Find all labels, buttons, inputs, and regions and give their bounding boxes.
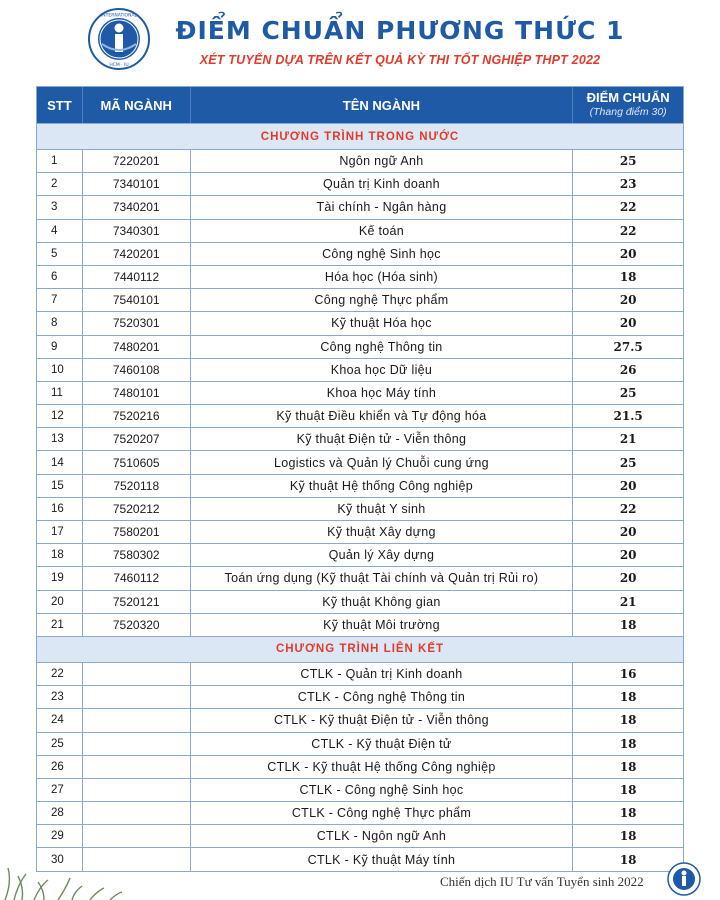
cell-stt: 2 bbox=[37, 173, 83, 195]
cell-code: 7340301 bbox=[83, 220, 191, 242]
cell-code: 7420201 bbox=[83, 243, 191, 265]
cell-score: 20 bbox=[619, 316, 637, 331]
cell-code: 7220201 bbox=[83, 150, 191, 172]
cell-code bbox=[83, 756, 191, 778]
table-row bbox=[37, 613, 683, 636]
cell-score: 18 bbox=[619, 617, 637, 632]
cell-name: Khoa học Máy tính bbox=[191, 382, 574, 404]
cell-score: 18 bbox=[619, 829, 637, 844]
table-row bbox=[37, 520, 683, 543]
cell-name: Hóa học (Hóa sinh) bbox=[191, 266, 574, 288]
cell-stt: 17 bbox=[37, 521, 83, 543]
cell-code bbox=[83, 686, 191, 708]
table-row bbox=[37, 450, 683, 473]
cell-score: 20 bbox=[619, 548, 637, 563]
cell-code bbox=[83, 733, 191, 755]
cell-stt: 30 bbox=[37, 848, 83, 870]
table-row bbox=[37, 149, 683, 172]
table-row bbox=[37, 566, 683, 589]
cell-score: 16 bbox=[619, 667, 637, 682]
university-seal-icon bbox=[88, 8, 150, 70]
table-row bbox=[37, 778, 683, 801]
page-title: ĐIỂM CHUẨN PHƯƠNG THỨC 1 bbox=[175, 16, 625, 45]
cell-code: 7540101 bbox=[83, 289, 191, 311]
cell-stt: 10 bbox=[37, 359, 83, 381]
cell-stt: 23 bbox=[37, 686, 83, 708]
cell-name: Kỹ thuật Môi trường bbox=[191, 614, 574, 636]
cell-name: CTLK - Kỹ thuật Điện tử bbox=[191, 733, 574, 755]
cell-code bbox=[83, 779, 191, 801]
cell-code bbox=[83, 802, 191, 824]
cell-name: Kỹ thuật Xây dựng bbox=[191, 521, 574, 543]
cell-stt: 1 bbox=[37, 150, 83, 172]
cell-code: 7460112 bbox=[83, 567, 191, 589]
table-row bbox=[37, 358, 683, 381]
cell-score: 27.5 bbox=[613, 339, 643, 354]
cell-name: Kỹ thuật Hóa học bbox=[191, 312, 574, 334]
cell-stt: 7 bbox=[37, 289, 83, 311]
cell-name: Logistics và Quản lý Chuỗi cung ứng bbox=[191, 451, 574, 473]
cell-name: CTLK - Ngôn ngữ Anh bbox=[191, 825, 574, 847]
cell-name: Công nghệ Thông tin bbox=[191, 336, 574, 358]
cell-name: Ngôn ngữ Anh bbox=[191, 150, 574, 172]
cell-name: CTLK - Quản trị Kinh doanh bbox=[191, 663, 574, 685]
cell-code bbox=[83, 825, 191, 847]
cell-name: Tài chính - Ngân hàng bbox=[191, 196, 574, 218]
cell-score: 18 bbox=[619, 270, 637, 285]
table-row bbox=[37, 755, 683, 778]
score-header-label: ĐIỂM CHUẨN bbox=[586, 90, 670, 105]
table-row bbox=[37, 801, 683, 824]
cell-score: 25 bbox=[619, 455, 637, 470]
cell-code bbox=[83, 709, 191, 731]
cell-code bbox=[83, 663, 191, 685]
cell-stt: 5 bbox=[37, 243, 83, 265]
cell-stt: 12 bbox=[37, 405, 83, 427]
table-row bbox=[37, 474, 683, 497]
cell-code: 7340101 bbox=[83, 173, 191, 195]
cell-code: 7460108 bbox=[83, 359, 191, 381]
cell-code: 7520320 bbox=[83, 614, 191, 636]
cell-score: 20 bbox=[619, 525, 637, 540]
cell-name: Công nghệ Thực phẩm bbox=[191, 289, 574, 311]
cell-score: 18 bbox=[619, 759, 637, 774]
table-row bbox=[37, 732, 683, 755]
cell-code: 7510605 bbox=[83, 451, 191, 473]
svg-text:HCM · IU: HCM · IU bbox=[109, 63, 129, 68]
table-row bbox=[37, 265, 683, 288]
cell-name: Kỹ thuật Điều khiển và Tự động hóa bbox=[191, 405, 574, 427]
section-header: CHƯƠNG TRÌNH LIÊN KẾT bbox=[37, 636, 683, 662]
table-row bbox=[37, 824, 683, 847]
cell-stt: 25 bbox=[37, 733, 83, 755]
table-row bbox=[37, 195, 683, 218]
cell-stt: 4 bbox=[37, 220, 83, 242]
table-row bbox=[37, 685, 683, 708]
cell-name: CTLK - Công nghệ Thực phẩm bbox=[191, 802, 574, 824]
table-row bbox=[37, 335, 683, 358]
grass-decoration bbox=[0, 862, 260, 900]
column-header-code: MÃ NGÀNH bbox=[83, 87, 191, 123]
cell-stt: 14 bbox=[37, 451, 83, 473]
cell-stt: 18 bbox=[37, 544, 83, 566]
cell-stt: 21 bbox=[37, 614, 83, 636]
cell-score: 18 bbox=[619, 852, 637, 867]
cell-score: 26 bbox=[619, 362, 637, 377]
cell-score: 25 bbox=[619, 154, 637, 169]
table-row bbox=[37, 172, 683, 195]
cell-stt: 28 bbox=[37, 802, 83, 824]
cell-stt: 24 bbox=[37, 709, 83, 731]
cell-code: 7480201 bbox=[83, 336, 191, 358]
cell-stt: 26 bbox=[37, 756, 83, 778]
cell-score: 22 bbox=[619, 223, 637, 238]
cell-score: 20 bbox=[619, 293, 637, 308]
cell-name: Kỹ thuật Y sinh bbox=[191, 498, 574, 520]
cell-code: 7520118 bbox=[83, 475, 191, 497]
cell-stt: 29 bbox=[37, 825, 83, 847]
cell-name: CTLK - Công nghệ Sinh học bbox=[191, 779, 574, 801]
table-row bbox=[37, 590, 683, 613]
table-header bbox=[37, 87, 683, 123]
table-row bbox=[37, 543, 683, 566]
svg-text:INTERNATIONAL: INTERNATIONAL bbox=[100, 13, 138, 19]
cell-name: Công nghệ Sinh học bbox=[191, 243, 574, 265]
cell-name: Toán ứng dụng (Kỹ thuật Tài chính và Quản trị Rủi ro) bbox=[191, 567, 574, 589]
table-row bbox=[37, 497, 683, 520]
cell-name: Quản trị Kinh doanh bbox=[191, 173, 574, 195]
cell-code: 7480101 bbox=[83, 382, 191, 404]
cell-stt: 13 bbox=[37, 428, 83, 450]
table-row bbox=[37, 404, 683, 427]
cell-name: Kỹ thuật Hệ thống Công nghiệp bbox=[191, 475, 574, 497]
cell-name: CTLK - Kỹ thuật Hệ thống Công nghiệp bbox=[191, 756, 574, 778]
cell-stt: 27 bbox=[37, 779, 83, 801]
cell-name: Kỹ thuật Điện tử - Viễn thông bbox=[191, 428, 574, 450]
section-header: CHƯƠNG TRÌNH TRONG NƯỚC bbox=[37, 123, 683, 149]
table-row bbox=[37, 242, 683, 265]
cell-score: 21.5 bbox=[613, 409, 643, 424]
cell-code: 7340201 bbox=[83, 196, 191, 218]
column-header-stt: STT bbox=[37, 87, 83, 123]
cell-stt: 15 bbox=[37, 475, 83, 497]
cell-stt: 8 bbox=[37, 312, 83, 334]
cell-code: 7520301 bbox=[83, 312, 191, 334]
cell-name: Quản lý Xây dựng bbox=[191, 544, 574, 566]
column-header-score bbox=[573, 87, 683, 123]
cell-stt: 16 bbox=[37, 498, 83, 520]
university-seal-icon bbox=[667, 862, 701, 896]
cell-code: 7520216 bbox=[83, 405, 191, 427]
cell-stt: 9 bbox=[37, 336, 83, 358]
cell-score: 18 bbox=[619, 782, 637, 797]
cell-score: 20 bbox=[619, 478, 637, 493]
table-row bbox=[37, 288, 683, 311]
cell-name: CTLK - Kỹ thuật Điện tử - Viễn thông bbox=[191, 709, 574, 731]
cell-code: 7520121 bbox=[83, 591, 191, 613]
cell-name: CTLK - Kỹ thuật Máy tính bbox=[191, 848, 574, 870]
cell-stt: 19 bbox=[37, 567, 83, 589]
cell-score: 22 bbox=[619, 501, 637, 516]
cell-score: 18 bbox=[619, 806, 637, 821]
cell-score: 21 bbox=[619, 594, 637, 609]
score-header-note: (Thang điểm 30) bbox=[589, 106, 667, 118]
page-subtitle: XÉT TUYỂN DỰA TRÊN KẾT QUẢ KỲ THI TỐT NGHIỆP THPT 2022 bbox=[199, 53, 601, 67]
table-row bbox=[37, 708, 683, 731]
column-header-name: TÊN NGÀNH bbox=[191, 87, 574, 123]
cell-score: 18 bbox=[619, 713, 637, 728]
cell-stt: 6 bbox=[37, 266, 83, 288]
cell-code: 7520212 bbox=[83, 498, 191, 520]
table-row bbox=[37, 427, 683, 450]
cell-score: 18 bbox=[619, 736, 637, 751]
cell-code: 7440112 bbox=[83, 266, 191, 288]
table-row bbox=[37, 219, 683, 242]
cell-name: Kế toán bbox=[191, 220, 574, 242]
table-body bbox=[37, 123, 683, 871]
cell-stt: 22 bbox=[37, 663, 83, 685]
cell-code: 7580201 bbox=[83, 521, 191, 543]
score-table bbox=[36, 86, 684, 872]
cell-stt: 3 bbox=[37, 196, 83, 218]
cell-name: Khoa học Dữ liệu bbox=[191, 359, 574, 381]
cell-score: 25 bbox=[619, 385, 637, 400]
page-header bbox=[0, 0, 720, 80]
cell-stt: 20 bbox=[37, 591, 83, 613]
table-row bbox=[37, 662, 683, 685]
cell-score: 20 bbox=[619, 571, 637, 586]
cell-score: 21 bbox=[619, 432, 637, 447]
cell-code: 7520207 bbox=[83, 428, 191, 450]
cell-code: 7580302 bbox=[83, 544, 191, 566]
cell-score: 22 bbox=[619, 200, 637, 215]
cell-score: 18 bbox=[619, 690, 637, 705]
cell-name: CTLK - Công nghệ Thông tin bbox=[191, 686, 574, 708]
table-row bbox=[37, 311, 683, 334]
cell-score: 20 bbox=[619, 246, 637, 261]
cell-stt: 11 bbox=[37, 382, 83, 404]
cell-score: 23 bbox=[619, 177, 637, 192]
footer-text: Chiến dịch IU Tư vấn Tuyển sinh 2022 bbox=[440, 874, 644, 889]
table-row bbox=[37, 381, 683, 404]
cell-name: Kỹ thuật Không gian bbox=[191, 591, 574, 613]
